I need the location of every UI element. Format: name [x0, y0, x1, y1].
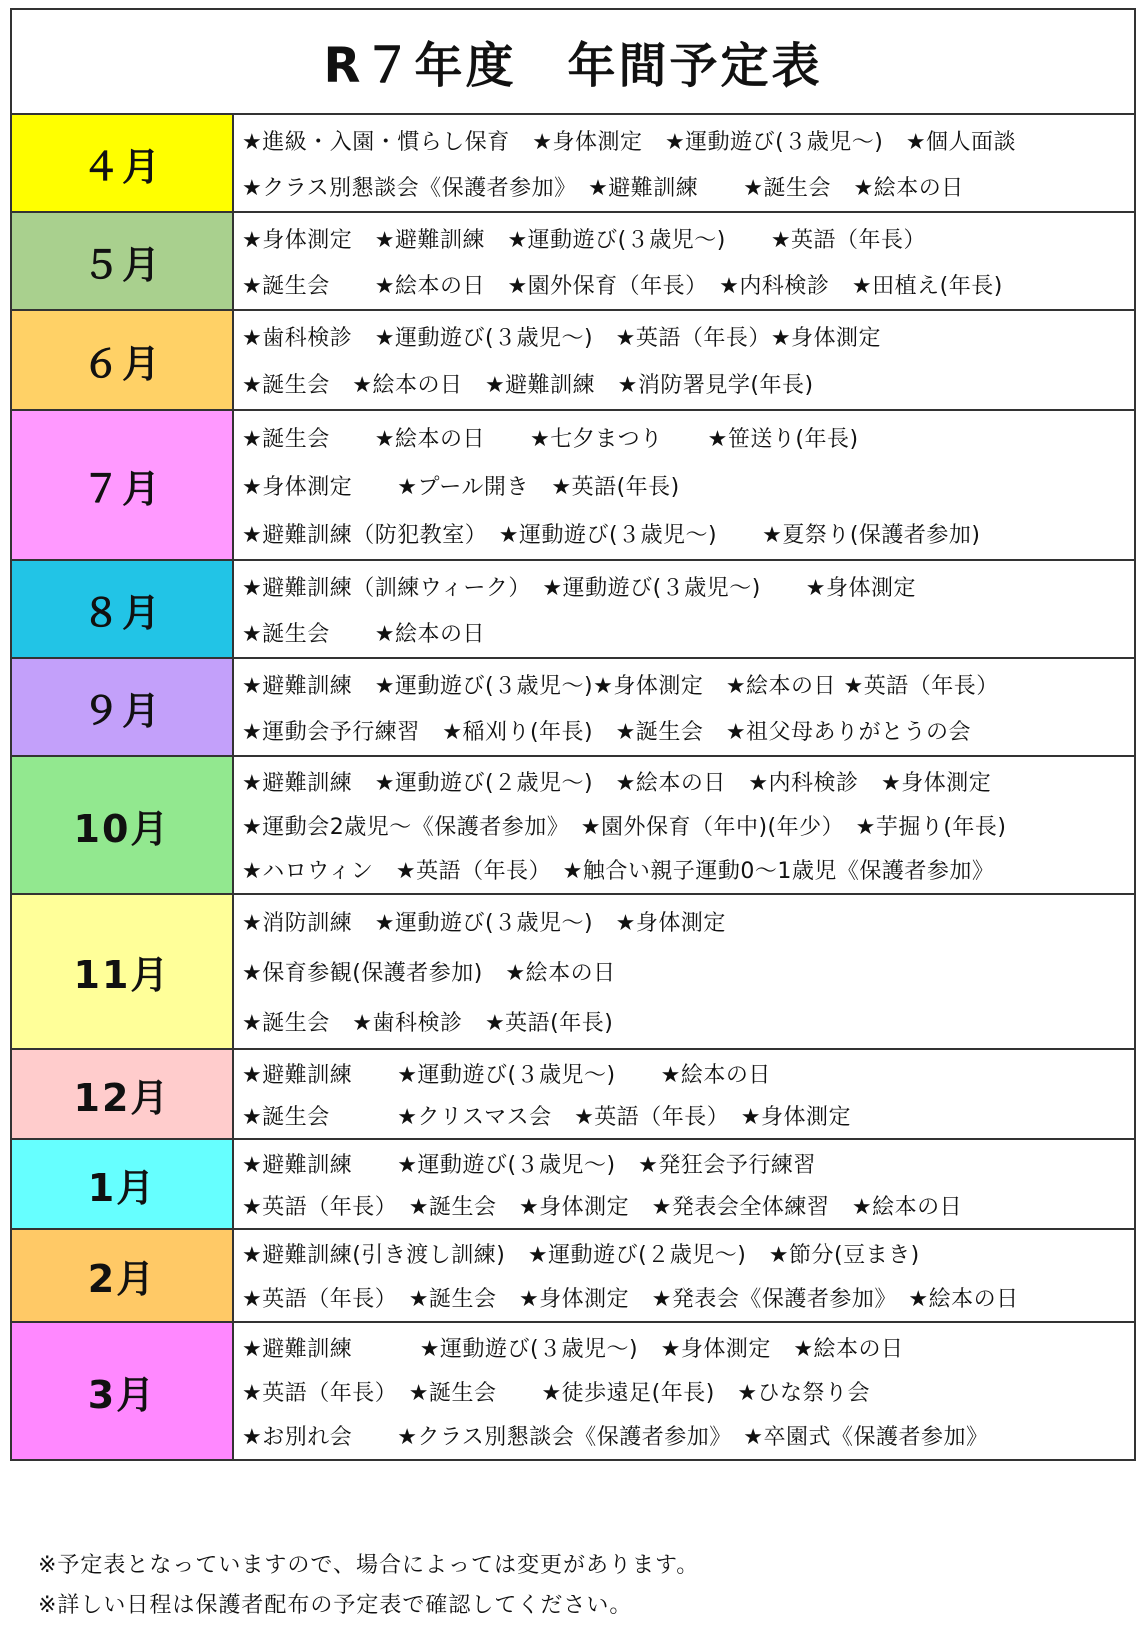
- month-row: [12, 115, 1134, 213]
- schedule-table: [10, 8, 1136, 1461]
- event-line: ★誕生会 ★絵本の日 ★避難訓練 ★消防署見学(年長): [242, 373, 814, 398]
- events-cell: [234, 561, 1134, 657]
- month-label: 1月: [12, 1140, 234, 1228]
- event-line: ★避難訓練 ★運動遊び(３歳児～) ★絵本の日: [242, 1062, 771, 1088]
- month-label: 11月: [12, 895, 234, 1048]
- event-line: ★誕生会 ★絵本の日: [242, 621, 485, 647]
- event-line: ★英語（年長） ★誕生会 ★身体測定 ★発表会《保護者参加》 ★絵本の日: [242, 1286, 1019, 1312]
- month-row: [12, 1323, 1134, 1459]
- month-row: [12, 895, 1134, 1050]
- event-line: ★英語（年長） ★誕生会 ★身体測定 ★発表会全体練習 ★絵本の日: [242, 1194, 963, 1220]
- month-row: [12, 757, 1134, 895]
- event-line: ★クラス別懇談会《保護者参加》 ★避難訓練 ★誕生会 ★絵本の日: [242, 175, 964, 201]
- event-line: ★運動会予行練習 ★稲刈り(年長) ★誕生会 ★祖父母ありがとうの会: [242, 719, 972, 745]
- footer-note: ※詳しい日程は保護者配布の予定表で確認してください。: [38, 1593, 633, 1618]
- month-row: [12, 311, 1134, 411]
- month-label: ７月: [12, 411, 234, 559]
- events-cell: [234, 1230, 1134, 1321]
- event-line: ★お別れ会 ★クラス別懇談会《保護者参加》 ★卒園式《保護者参加》: [242, 1424, 989, 1450]
- event-line: ★身体測定 ★プール開き ★英語(年長): [242, 474, 680, 500]
- events-cell: [234, 659, 1134, 755]
- events-cell: [234, 115, 1134, 211]
- events-cell: [234, 757, 1134, 893]
- month-label: 2月: [12, 1230, 234, 1321]
- month-row: [12, 213, 1134, 311]
- event-line: ★誕生会 ★絵本の日 ★園外保育（年長） ★内科検診 ★田植え(年長): [242, 273, 1003, 299]
- month-row: [12, 1050, 1134, 1140]
- event-line: ★避難訓練（訓練ウィーク） ★運動遊び(３歳児～) ★身体測定: [242, 575, 917, 601]
- month-label: 10月: [12, 757, 234, 893]
- events-cell: [234, 1323, 1134, 1459]
- event-line: ★避難訓練 ★運動遊び(２歳児～) ★絵本の日 ★内科検診 ★身体測定: [242, 770, 992, 796]
- month-label: 3月: [12, 1323, 234, 1459]
- month-label: ５月: [12, 213, 234, 309]
- month-row: [12, 1230, 1134, 1323]
- event-line: ★身体測定 ★避難訓練 ★運動遊び(３歳児～) ★英語（年長）: [242, 227, 927, 253]
- events-cell: [234, 1050, 1134, 1138]
- month-row: [12, 411, 1134, 561]
- event-line: ★避難訓練 ★運動遊び(３歳児～)★身体測定 ★絵本の日 ★英語（年長）: [242, 673, 999, 699]
- event-line: ★歯科検診 ★運動遊び(３歳児～) ★英語（年長）★身体測定: [242, 326, 882, 351]
- events-cell: [234, 1140, 1134, 1228]
- page-title: R７年度 年間予定表: [323, 38, 823, 94]
- month-row: [12, 659, 1134, 757]
- month-row: [12, 1140, 1134, 1230]
- month-label: ９月: [12, 659, 234, 755]
- event-line: ★誕生会 ★歯科検診 ★英語(年長): [242, 1010, 614, 1036]
- month-label: ８月: [12, 561, 234, 657]
- event-line: ★避難訓練(引き渡し訓練) ★運動遊び(２歳児～) ★節分(豆まき): [242, 1243, 920, 1269]
- event-line: ★運動会2歳児～《保護者参加》 ★園外保育（年中)(年少） ★芋掘り(年長): [242, 814, 1007, 840]
- title-row: [12, 10, 1134, 115]
- event-line: ★保育参観(保護者参加) ★絵本の日: [242, 960, 616, 986]
- events-cell: [234, 895, 1134, 1048]
- month-row: [12, 561, 1134, 659]
- events-cell: [234, 213, 1134, 309]
- events-cell: [234, 411, 1134, 559]
- event-line: ★消防訓練 ★運動遊び(３歳児～) ★身体測定: [242, 911, 726, 937]
- event-line: ★英語（年長） ★誕生会 ★徒歩遠足(年長) ★ひな祭り会: [242, 1380, 871, 1406]
- month-rows: [12, 115, 1134, 1459]
- event-line: ★避難訓練 ★運動遊び(３歳児～) ★発狂会予行練習: [242, 1152, 816, 1178]
- footer-note: ※予定表となっていますので、場合によっては変更があります。: [38, 1553, 700, 1578]
- event-line: ★避難訓練（防犯教室） ★運動遊び(３歳児～) ★夏祭り(保護者参加): [242, 522, 981, 548]
- footer-notes: [38, 1546, 699, 1626]
- month-label: ６月: [12, 311, 234, 409]
- event-line: ★ハロウィン ★英語（年長） ★触合い親子運動0～1歳児《保護者参加》: [242, 858, 995, 884]
- month-label: 12月: [12, 1050, 234, 1138]
- event-line: ★誕生会 ★クリスマス会 ★英語（年長） ★身体測定: [242, 1104, 852, 1130]
- event-line: ★避難訓練 ★運動遊び(３歳児～) ★身体測定 ★絵本の日: [242, 1336, 904, 1362]
- event-line: ★進級・入園・慣らし保育 ★身体測定 ★運動遊び(３歳児～) ★個人面談: [242, 129, 1017, 155]
- event-line: ★誕生会 ★絵本の日 ★七夕まつり ★笹送り(年長): [242, 426, 859, 452]
- events-cell: [234, 311, 1134, 409]
- month-label: ４月: [12, 115, 234, 211]
